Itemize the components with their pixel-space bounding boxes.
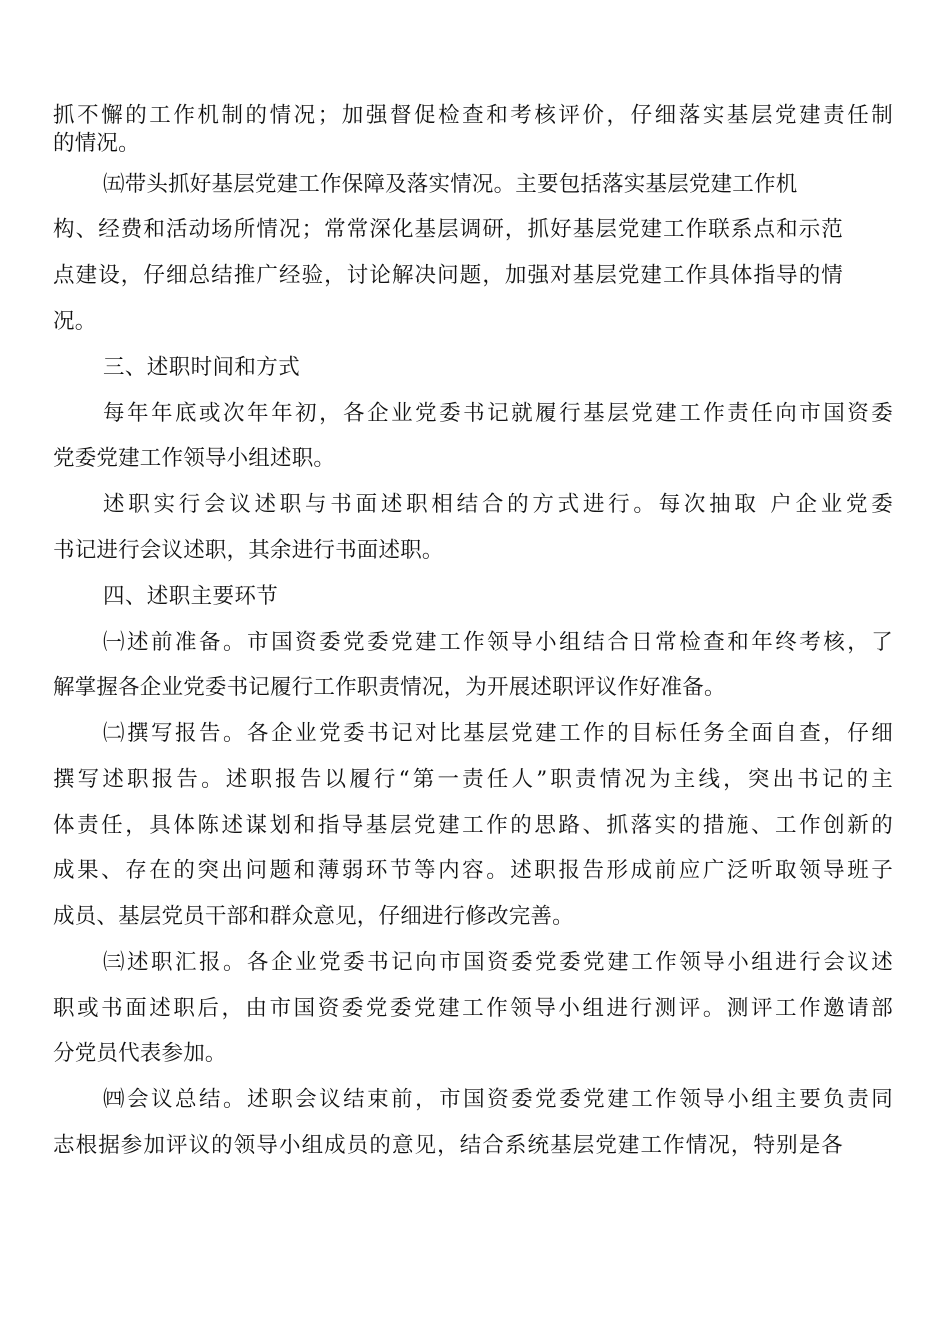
section-heading: 四、述职主要环节 bbox=[103, 584, 279, 609]
paragraph-line: ㈢述职汇报。各企业党委书记向市国资委党委党建工作领导小组进行会议述 bbox=[103, 950, 893, 975]
paragraph-line: 撰写述职报告。述职报告以履行“第一责任人”职责情况为主线，突出书记的主 bbox=[53, 767, 893, 792]
paragraph-line: 每年年底或次年年初，各企业党委书记就履行基层党建工作责任向市国资委 bbox=[103, 401, 893, 426]
paragraph-line: 志根据参加评议的领导小组成员的意见，结合系统基层党建工作情况，特别是各 bbox=[53, 1133, 843, 1158]
paragraph-line: 的情况。 bbox=[53, 131, 140, 156]
paragraph-line: 构、经费和活动场所情况；常常深化基层调研，抓好基层党建工作联系点和示范 bbox=[53, 217, 843, 242]
section-heading: 三、述职时间和方式 bbox=[103, 355, 301, 380]
paragraph-line: ㈠述前准备。市国资委党委党建工作领导小组结合日常检查和年终考核，了 bbox=[103, 630, 893, 655]
paragraph-line: 况。 bbox=[53, 309, 97, 334]
paragraph-line: 成果、存在的突出问题和薄弱环节等内容。述职报告形成前应广泛听取领导班子 bbox=[53, 858, 893, 883]
paragraph-line: 职或书面述职后，由市国资委党委党建工作领导小组进行测评。测评工作邀请部 bbox=[53, 996, 893, 1021]
paragraph-line: ㈡撰写报告。各企业党委书记对比基层党建工作的目标任务全面自查，仔细 bbox=[103, 721, 893, 746]
paragraph-line: 成员、基层党员干部和群众意见，仔细进行修改完善。 bbox=[53, 904, 574, 929]
paragraph-line: ㈣会议总结。述职会议结束前，市国资委党委党建工作领导小组主要负责同 bbox=[103, 1087, 893, 1112]
paragraph-line: 书记进行会议述职，其余进行书面述职。 bbox=[53, 538, 444, 563]
paragraph-line: 解掌握各企业党委书记履行工作职责情况，为开展述职评议作好准备。 bbox=[53, 675, 726, 700]
paragraph-line: 分党员代表参加。 bbox=[53, 1041, 227, 1066]
paragraph-line: 抓不懈的工作机制的情况；加强督促检查和考核评价，仔细落实基层党建责任制 bbox=[53, 103, 893, 128]
paragraph-line: ㈤带头抓好基层党建工作保障及落实情况。主要包括落实基层党建工作机 bbox=[103, 172, 798, 197]
paragraph-line: 体责任，具体陈述谋划和指导基层党建工作的思路、抓落实的措施、工作创新的 bbox=[53, 813, 893, 838]
paragraph-line: 述职实行会议述职与书面述职相结合的方式进行。每次抽取 户企业党委 bbox=[103, 492, 893, 517]
paragraph-line: 点建设，仔细总结推广经验，讨论解决问题，加强对基层党建工作具体指导的情 bbox=[53, 263, 843, 288]
paragraph-line: 党委党建工作领导小组述职。 bbox=[53, 446, 336, 471]
